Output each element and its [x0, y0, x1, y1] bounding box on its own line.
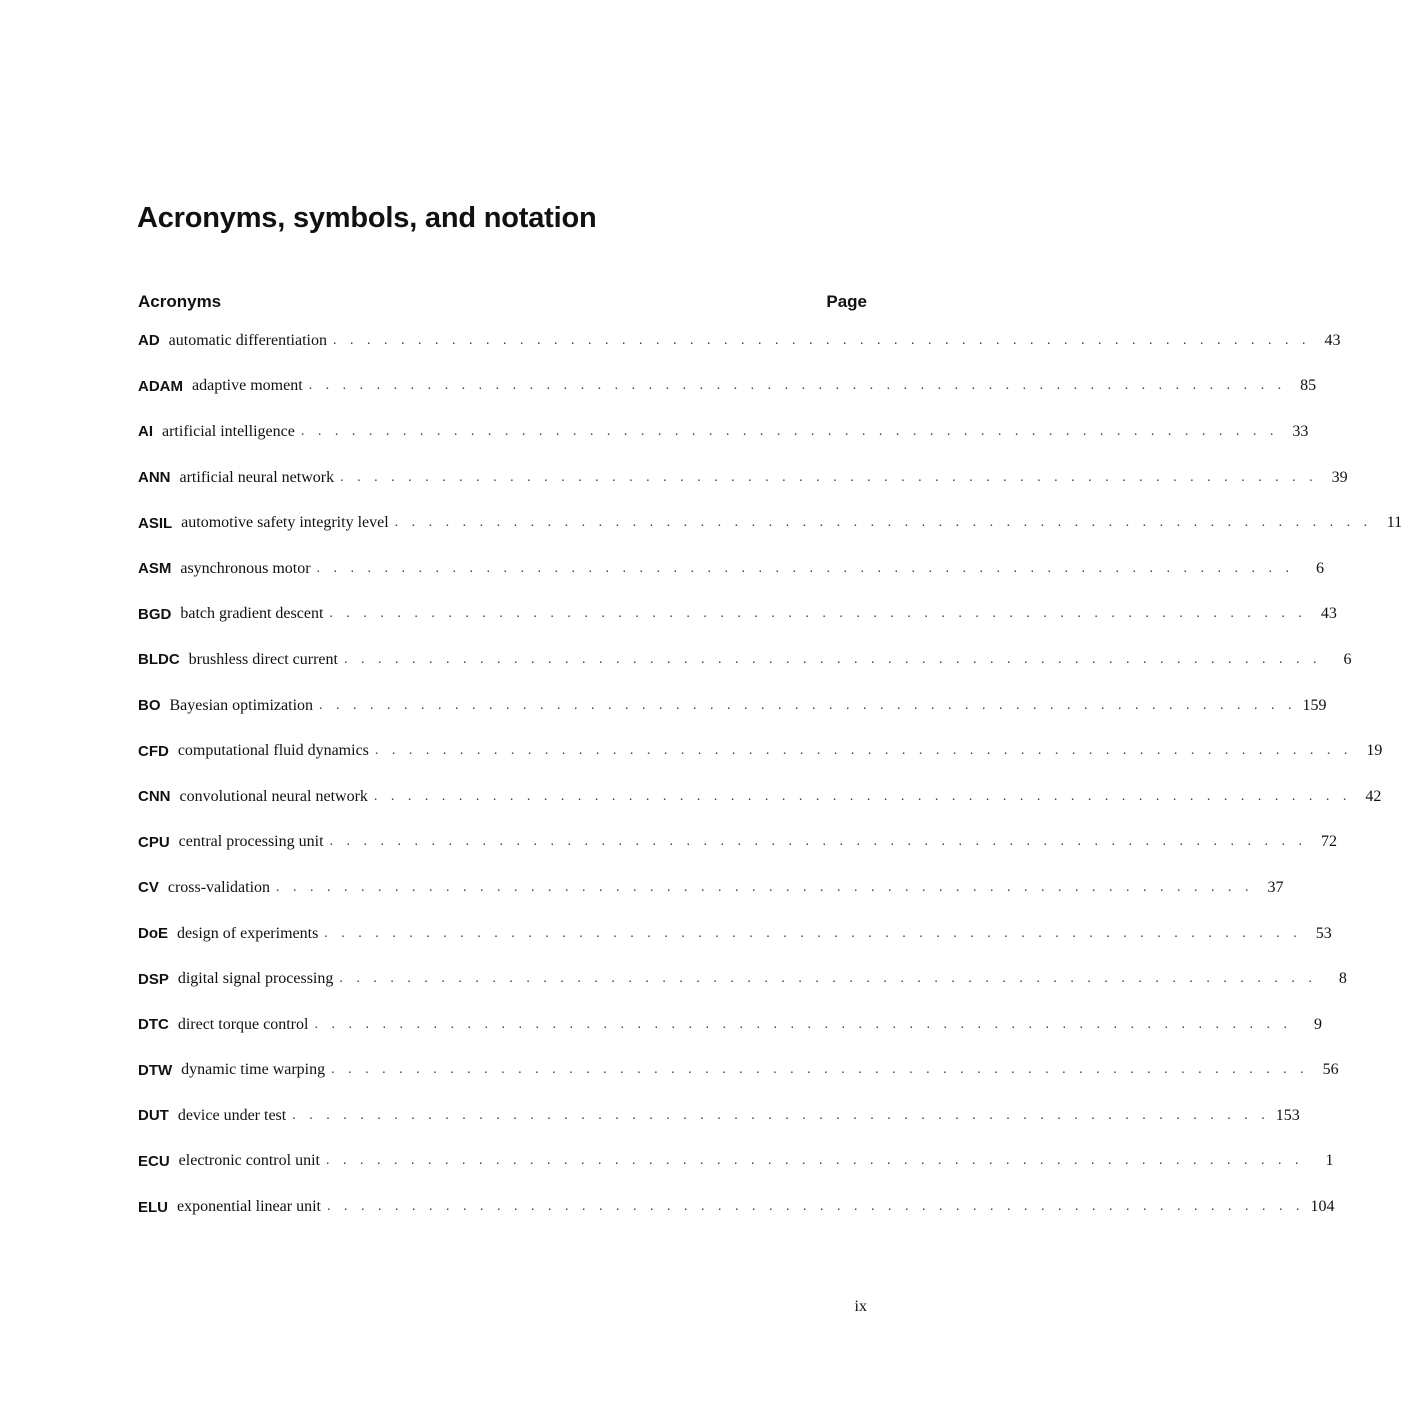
- dot-leader: . . . . . . . . . . . . . . . . . . . . . . . . . . . . . . . . . . . . . . . . . . . . . . . . . . . . . . . . . .: [326, 1199, 1305, 1215]
- acronym: DSP: [138, 970, 169, 988]
- acronym-definition: convolutional neural network: [179, 787, 368, 805]
- acronym-entry: [138, 911, 1332, 957]
- acronym: DUT: [138, 1107, 169, 1125]
- page-number[interactable]: 104: [1310, 1198, 1335, 1216]
- page-number[interactable]: 37: [1267, 878, 1284, 896]
- acronym-definition: central processing unit: [178, 833, 324, 851]
- page-column-heading: Page: [826, 292, 867, 311]
- acronym: CFD: [138, 742, 169, 760]
- acronym: BLDC: [138, 651, 180, 669]
- acronym-definition: automotive safety integrity level: [181, 514, 389, 532]
- acronym-entry: [138, 820, 1338, 866]
- acronym: ECU: [138, 1152, 170, 1170]
- acronym: ASIL: [138, 514, 173, 532]
- dot-leader: . . . . . . . . . . . . . . . . . . . . . . . . . . . . . . . . . . . . . . . . . . . . . . . . . . . . . . . . . .: [329, 834, 1308, 850]
- dot-leader: . . . . . . . . . . . . . . . . . . . . . . . . . . . . . . . . . . . . . . . . . . . . . . . . . . . . . . . . . .: [373, 788, 1352, 804]
- page-number[interactable]: 1: [1325, 1152, 1334, 1170]
- acronym-entry: [138, 774, 1382, 820]
- acronym-entry: [138, 455, 1348, 501]
- acronym-definition: automatic differentiation: [168, 331, 327, 349]
- acronym: DTC: [138, 1016, 169, 1034]
- acronym-definition: batch gradient descent: [180, 605, 324, 623]
- acronym-entry: [138, 1093, 1300, 1139]
- acronym-entry: [138, 1002, 1322, 1048]
- acronym-definition: exponential linear unit: [177, 1198, 321, 1216]
- acronym: ELU: [138, 1198, 168, 1216]
- acronym: ASM: [138, 560, 172, 578]
- dot-leader: . . . . . . . . . . . . . . . . . . . . . . . . . . . . . . . . . . . . . . . . . . . . . . . . . . . . . . . . . .: [314, 1016, 1292, 1032]
- acronym: CNN: [138, 788, 171, 806]
- acronym-definition: cross-validation: [167, 878, 271, 896]
- acronym: ANN: [138, 469, 171, 487]
- acronym: CV: [138, 879, 159, 897]
- acronym-entry: [138, 865, 1284, 911]
- page-number[interactable]: 159: [1302, 696, 1327, 714]
- page-number[interactable]: 153: [1275, 1106, 1300, 1124]
- acronym-definition: artificial neural network: [179, 468, 335, 486]
- dot-leader: . . . . . . . . . . . . . . . . . . . . . . . . . . . . . . . . . . . . . . . . . . . . . . . . . . . . . . . . . .: [319, 697, 1297, 713]
- page-number[interactable]: 42: [1365, 787, 1382, 805]
- acronym-definition: digital signal processing: [177, 970, 334, 988]
- acronym-entry: [138, 637, 1352, 683]
- acronym: ADAM: [138, 377, 183, 395]
- dot-leader: . . . . . . . . . . . . . . . . . . . . . . . . . . . . . . . . . . . . . . . . . . . . . . . . . . . . . . . . . .: [300, 423, 1279, 439]
- page-title: Acronyms, symbols, and notation: [137, 202, 597, 234]
- footer-page-number: ix: [854, 1298, 867, 1315]
- acronym-entry: [138, 500, 1402, 546]
- acronym-definition: dynamic time warping: [181, 1061, 326, 1079]
- dot-leader: . . . . . . . . . . . . . . . . . . . . . . . . . . . . . . . . . . . . . . . . . . . . . . . . . . . . . . . . . .: [332, 332, 1311, 348]
- acronym: BGD: [138, 605, 172, 623]
- acronym-definition: Bayesian optimization: [169, 696, 314, 714]
- dot-leader: . . . . . . . . . . . . . . . . . . . . . . . . . . . . . . . . . . . . . . . . . . . . . . . . . . . . . . . . . .: [324, 925, 1302, 941]
- acronym-entry: [138, 1184, 1335, 1230]
- page-number[interactable]: 33: [1292, 422, 1309, 440]
- acronym-entry: [138, 592, 1337, 638]
- page-number[interactable]: 9: [1313, 1015, 1322, 1033]
- page-number[interactable]: 43: [1324, 331, 1341, 349]
- dot-leader: . . . . . . . . . . . . . . . . . . . . . . . . . . . . . . . . . . . . . . . . . . . . . . . . . . . . . . . . . .: [343, 651, 1322, 667]
- acronym-definition: adaptive moment: [192, 377, 303, 395]
- page-number[interactable]: 72: [1321, 833, 1338, 851]
- page-number[interactable]: 6: [1316, 559, 1325, 577]
- acronym: DTW: [138, 1061, 173, 1079]
- acronym: DoE: [138, 925, 168, 943]
- acronym-definition: direct torque control: [177, 1015, 309, 1033]
- page-number[interactable]: 43: [1320, 605, 1337, 623]
- dot-leader: . . . . . . . . . . . . . . . . . . . . . . . . . . . . . . . . . . . . . . . . . . . . . . . . . . . . . . . . . .: [325, 1153, 1304, 1169]
- dot-leader: . . . . . . . . . . . . . . . . . . . . . . . . . . . . . . . . . . . . . . . . . . . . . . . . . . . . . . . . . .: [339, 971, 1317, 987]
- acronym: AD: [138, 332, 160, 350]
- page-number[interactable]: 39: [1331, 468, 1348, 486]
- page-number[interactable]: 8: [1338, 970, 1347, 988]
- acronym: CPU: [138, 833, 170, 851]
- acronym-list: [138, 318, 1402, 1230]
- acronym-entry: [138, 409, 1309, 455]
- page-number[interactable]: 11: [1386, 514, 1402, 532]
- acronym-definition: asynchronous motor: [180, 559, 311, 577]
- acronym-definition: artificial intelligence: [162, 422, 295, 440]
- dot-leader: . . . . . . . . . . . . . . . . . . . . . . . . . . . . . . . . . . . . . . . . . . . . . . . . . . . . . . . . . .: [329, 606, 1307, 622]
- acronym-entry: [138, 546, 1325, 592]
- dot-leader: . . . . . . . . . . . . . . . . . . . . . . . . . . . . . . . . . . . . . . . . . . . . . . . . . . . . . . . . . .: [308, 378, 1287, 394]
- page-number[interactable]: 53: [1315, 924, 1332, 942]
- acronym: AI: [138, 423, 153, 441]
- acronym-entry: [138, 683, 1327, 729]
- acronym-definition: electronic control unit: [178, 1152, 320, 1170]
- acronym-entry: [138, 318, 1341, 364]
- dot-leader: . . . . . . . . . . . . . . . . . . . . . . . . . . . . . . . . . . . . . . . . . . . . . . . . . . . . . . . . . .: [316, 560, 1295, 576]
- dot-leader: . . . . . . . . . . . . . . . . . . . . . . . . . . . . . . . . . . . . . . . . . . . . . . . . . . . . . . . . . .: [331, 1062, 1309, 1078]
- acronym-definition: device under test: [177, 1106, 287, 1124]
- acronym-entry: [138, 956, 1347, 1002]
- acronym-entry: [138, 728, 1383, 774]
- page-number[interactable]: 56: [1322, 1061, 1339, 1079]
- page-number[interactable]: 19: [1366, 742, 1383, 760]
- acronym-list-header: [138, 289, 867, 315]
- dot-leader: . . . . . . . . . . . . . . . . . . . . . . . . . . . . . . . . . . . . . . . . . . . . . . . . . . . . . . . . . .: [374, 743, 1353, 759]
- acronym-entry: [138, 364, 1317, 410]
- acronym: BO: [138, 697, 161, 715]
- dot-leader: . . . . . . . . . . . . . . . . . . . . . . . . . . . . . . . . . . . . . . . . . . . . . . . . . . . . . . . . . .: [292, 1107, 1270, 1123]
- acronym-entry: [138, 1048, 1339, 1094]
- acronym-definition: computational fluid dynamics: [177, 742, 369, 760]
- dot-leader: . . . . . . . . . . . . . . . . . . . . . . . . . . . . . . . . . . . . . . . . . . . . . . . . . . . . . . . . . .: [340, 469, 1318, 485]
- dot-leader: . . . . . . . . . . . . . . . . . . . . . . . . . . . . . . . . . . . . . . . . . . . . . . . . . . . . . . . . . .: [276, 879, 1254, 895]
- acronym-definition: design of experiments: [177, 924, 319, 942]
- acronyms-column-heading: Acronyms: [138, 292, 222, 311]
- acronym-entry: [138, 1139, 1334, 1185]
- page-number[interactable]: 6: [1343, 650, 1352, 668]
- page-number[interactable]: 85: [1300, 377, 1317, 395]
- acronym-definition: brushless direct current: [188, 650, 338, 668]
- dot-leader: . . . . . . . . . . . . . . . . . . . . . . . . . . . . . . . . . . . . . . . . . . . . . . . . . . . . . . . . . .: [394, 515, 1373, 531]
